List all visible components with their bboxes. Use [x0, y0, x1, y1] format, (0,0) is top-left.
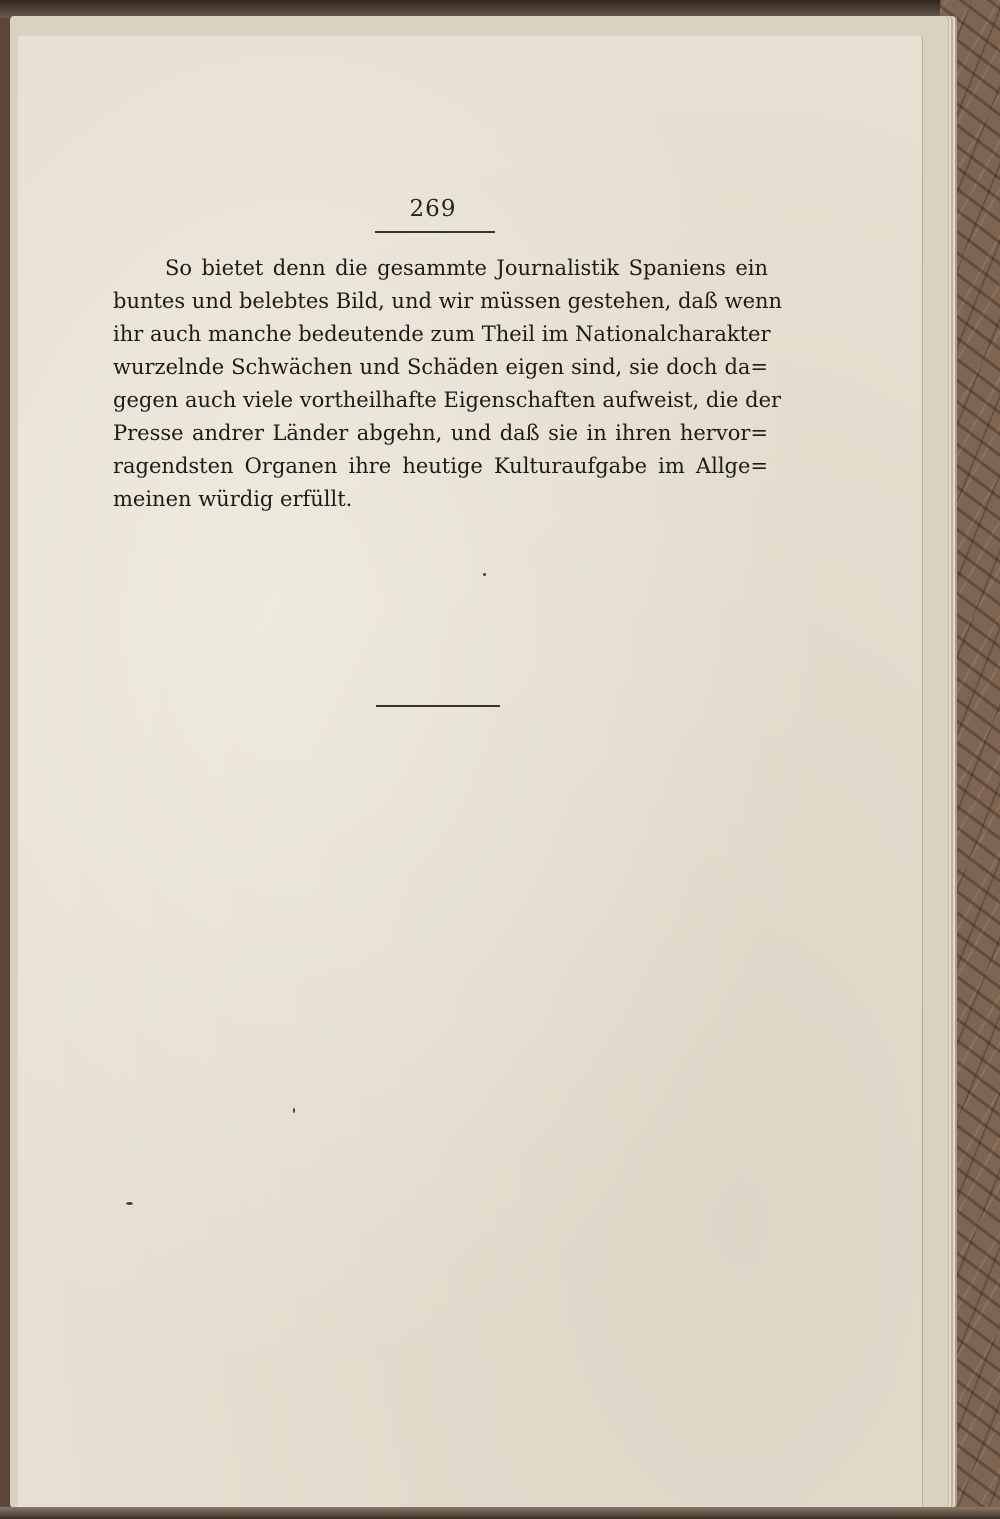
paragraph-line: gegen auch viele vortheilhafte Eigenschaften aufweist, die der: [113, 388, 782, 412]
paper-speck: [293, 1108, 295, 1113]
paragraph-line: wurzelnde Schwächen und Schäden eigen sind, sie doch da=: [113, 355, 768, 379]
scan-bottom-edge: [0, 1507, 1000, 1519]
paragraph-line: meinen würdig erfüllt.: [113, 487, 353, 511]
paper-speck: [483, 573, 486, 576]
paragraph-line: ragendsten Organen ihre heutige Kulturaufgabe im Allge=: [113, 454, 768, 478]
page-stack: [10, 16, 948, 1508]
paragraph-line: buntes und belebtes Bild, und wir müssen gestehen, daß wenn: [113, 289, 783, 313]
page-number: 269: [409, 196, 457, 222]
book-page: [18, 36, 923, 1519]
paragraph-line: So bietet denn die gesammte Journalistik Spaniens ein: [165, 256, 768, 280]
paper-speck: [126, 1202, 133, 1205]
end-rule: [376, 705, 500, 707]
paragraph-line: ihr auch manche bedeutende zum Theil im Nationalcharakter: [113, 322, 771, 346]
header-rule: [375, 231, 495, 233]
paragraph: [113, 252, 783, 516]
paragraph-line: Presse andrer Länder abgehn, und daß sie in ihren hervor=: [113, 421, 768, 445]
book-cover-edge: [940, 0, 1000, 1519]
